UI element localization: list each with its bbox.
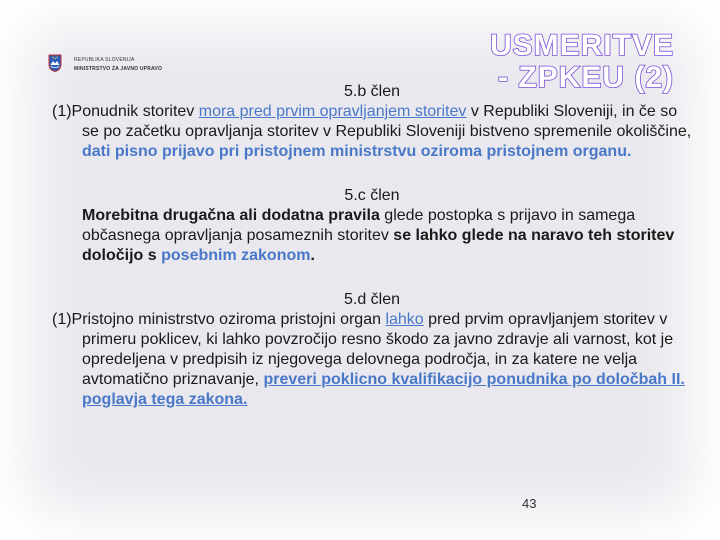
slide-title-line2: - ZPKEU (2) xyxy=(498,61,674,94)
text-run: Morebitna drugačna ali dodatna pravila xyxy=(82,207,380,224)
slide-content xyxy=(52,82,692,410)
text-run: se lahko glede na naravo teh storitev določijo s xyxy=(82,227,675,264)
text-run: v Republiki Sloveniji, in če so se po začetku opravljanja storitev v Republiki Sloveniji bistveno spremenile okoliščine, xyxy=(82,103,692,140)
slide-title-line1: USMERITVE xyxy=(489,29,674,62)
text-run: glede postopka s prijavo in samega občasnega opravljanja posameznih storitev xyxy=(82,207,636,244)
text-run: preveri poklicno kvalifikacijo ponudnika po določbah II. poglavja tega zakona. xyxy=(82,371,685,408)
ministry-logo xyxy=(48,54,198,80)
section-text-5d xyxy=(52,310,692,410)
text-run: posebnim zakonom xyxy=(161,247,311,264)
text-run: (1)Ponudnik storitev xyxy=(52,103,199,120)
text-run: (1)Pristojno ministrstvo oziroma pristojni organ xyxy=(52,311,386,328)
org-name-line2: MINISTRSTVO ZA JAVNO UPRAVO xyxy=(74,66,163,72)
org-name-line1: REPUBLIKA SLOVENIJA xyxy=(74,57,135,63)
text-run: lahko xyxy=(385,311,424,328)
text-run: dati pisno prijavo pri pristojnem ministrstvu oziroma pristojnem organu. xyxy=(82,143,632,160)
text-run: mora pred prvim opravljanjem storitev xyxy=(198,103,467,120)
page-number: 43 xyxy=(522,496,537,511)
section-text-5c xyxy=(52,206,692,266)
text-run: . xyxy=(310,247,315,264)
section-text-5b xyxy=(52,102,692,162)
section-heading-5c: 5.c člen xyxy=(344,187,400,204)
text-run: pred prvim opravljanjem storitev v primeru poklicev, ki lahko povzročijo resno škodo za javno zdravje ali varnost, kot je opredeljena v predpisih iz njegovega delovnega področja, in za katere ne velja avtomatično priznavanje, xyxy=(82,311,674,388)
section-heading-5b: 5.b člen xyxy=(343,83,401,100)
section-heading-5d: 5.d člen xyxy=(343,291,401,308)
slovenia-crest-icon xyxy=(48,54,62,72)
